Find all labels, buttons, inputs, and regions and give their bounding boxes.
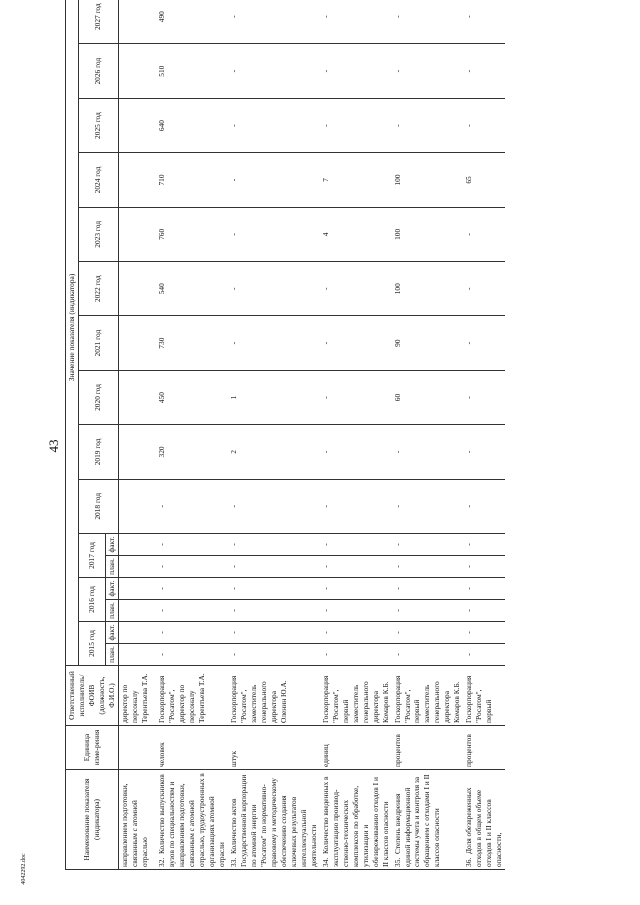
header-year-2015: 2015 год [78,622,105,666]
value-cell: - [463,0,505,44]
value-cell: - [320,622,392,644]
header-year-2022: 2022 год [78,262,118,316]
value-cell: - [320,578,392,600]
value-cell: - [228,479,320,533]
value-cell: 65 [463,153,505,207]
footer-filename: 4042292.doc [21,853,27,885]
header-unit: Единица изме-рения [66,726,119,770]
value-cell: - [392,578,464,600]
value-cell: - [228,98,320,152]
value-cell: - [320,556,392,578]
value-cell: - [463,622,505,644]
value-cell: - [320,0,392,44]
value-cell: - [463,98,505,152]
header-plan: план. [105,644,118,666]
rotated-page [65,3,605,870]
value-cell: - [320,262,392,316]
value-cell: - [156,534,228,556]
table-row [156,0,228,870]
value-cell: 2 [228,425,320,479]
value-cell: - [463,578,505,600]
value-cell: - [320,44,392,98]
value-cell: - [392,600,464,622]
value-cell: - [463,534,505,556]
indicators-table [65,0,505,870]
header-year-2024: 2024 год [78,153,118,207]
header-values-group: Значение показателя (индикатора) [66,0,79,666]
page-number: 43 [46,439,61,453]
value-cell: 100 [392,207,464,261]
value-cell: 4 [320,207,392,261]
value-cell: 100 [392,262,464,316]
value-cell: - [156,556,228,578]
value-cell: - [156,600,228,622]
header-year-2018: 2018 год [78,479,118,533]
row-number: 32. [156,857,166,867]
value-cell: - [463,44,505,98]
row-number: 35. [392,857,402,867]
value-cell: - [392,44,464,98]
value-cell: - [392,98,464,152]
value-cell: - [320,644,392,666]
row-responsible: директор по персоналу Терентьева Т.А. [118,666,155,726]
value-cell: - [392,425,464,479]
value-cell: 490 [156,0,228,44]
row-name [463,770,505,870]
value-cell: - [392,479,464,533]
header-year-2027: 2027 год [78,0,118,44]
header-plan: план. [105,556,118,578]
row-unit: единиц [320,726,392,770]
value-cell: 60 [392,370,464,424]
value-cell: - [228,0,320,44]
value-cell: 450 [156,370,228,424]
value-cell: - [392,534,464,556]
value-cell: - [320,316,392,370]
header-year-2026: 2026 год [78,44,118,98]
row-number: 33. [228,857,238,867]
row-name: направлением подготовки, связанным с атомной отраслью [118,770,155,870]
row-name-text: Доля обезвреженных отходов в общем объеме отходов I и II классов опасности, [464,787,504,867]
table-row [463,0,505,870]
value-cell: 710 [156,153,228,207]
header-year-2023: 2023 год [78,207,118,261]
header-name: Наименование показателя (индикатора) [66,770,119,870]
row-unit: процентов [392,726,464,770]
value-cell: 100 [392,153,464,207]
value-cell: - [463,370,505,424]
row-unit: человек [156,726,228,770]
row-name [392,770,464,870]
value-cell: - [228,578,320,600]
value-cell: - [320,425,392,479]
value-cell: - [320,479,392,533]
value-cell: - [392,644,464,666]
value-cell: - [228,44,320,98]
header-year-2017: 2017 год [78,534,105,578]
value-cell: 730 [156,316,228,370]
value-cell: - [156,479,228,533]
value-cell: - [228,534,320,556]
value-cell: - [156,644,228,666]
header-fact: факт. [105,578,118,600]
value-cell: - [463,207,505,261]
value-cell: - [228,316,320,370]
row-name [320,770,392,870]
value-cell: - [320,534,392,556]
value-cell: 640 [156,98,228,152]
header-fact: факт. [105,622,118,644]
row-responsible: Госкорпорация "Росатом", первый заместитель генерального директора Комаров К.Б. [392,666,464,726]
value-cell: - [228,644,320,666]
row-responsible: Госкорпорация "Росатом", директор по персоналу Терентьева Т.А. [156,666,228,726]
value-cell: - [228,262,320,316]
row-responsible: Госкорпорация "Росатом", первый [463,666,505,726]
header-year-2021: 2021 год [78,316,118,370]
value-cell: - [463,262,505,316]
value-cell: - [463,644,505,666]
value-cell: - [228,556,320,578]
row-name [156,770,228,870]
value-cell: - [392,622,464,644]
value-cell: - [156,578,228,600]
value-cell: 760 [156,207,228,261]
row-unit [118,726,155,770]
value-cell: - [463,479,505,533]
value-cell: - [156,622,228,644]
row-name-text: Количество введенных в эксплуатацию производ-ственно-технических комплексов по обработке, утилизации и обезвреживанию отходов I и II классов опасности [320,776,390,867]
row-responsible: Госкорпорация "Росатом", первый заместитель генерального директора Комаров К.Б. [320,666,392,726]
row-name [228,770,320,870]
value-cell: - [320,600,392,622]
value-cell: - [228,207,320,261]
header-fact: факт. [105,534,118,556]
table-row [320,0,392,870]
value-cell: 7 [320,153,392,207]
value-cell: - [463,425,505,479]
value-cell: 90 [392,316,464,370]
header-year-2016: 2016 год [78,578,105,622]
header-year-2025: 2025 год [78,98,118,152]
row-unit: процентов [463,726,505,770]
header-year-2019: 2019 год [78,425,118,479]
table-row [392,0,464,870]
header-plan: план. [105,600,118,622]
row-name-text: Количество выпускников вузов по специальностям и направлениям подготовки, связанным с атомной отраслью, трудоустроенных в организациях атомной отрасли [156,773,226,867]
value-cell: - [392,0,464,44]
value-cell: - [320,98,392,152]
table-row [228,0,320,870]
value-cell: - [228,622,320,644]
value-cell: - [320,370,392,424]
row-number: 34. [320,857,330,867]
row-number: 36. [464,857,474,867]
value-cell: 1 [228,370,320,424]
value-cell: - [392,556,464,578]
row-name-text: Степень внедрения единой информационной системы учета и контроля за обращением с отходами I и II классов опасности [392,774,442,867]
row-unit: штук [228,726,320,770]
row-responsible: Госкорпорация "Росатом", заместитель генерального директора Оленин Ю.А. [228,666,320,726]
value-cell: - [463,556,505,578]
value-cell: - [463,316,505,370]
row-name-text: Количество актов Государственной корпорации по атомной энергии "Росатом" по нормативно-правовому и методическому обеспечению создания ключевых результатов интеллектуальной деятельности [228,774,318,867]
value-cell: 510 [156,44,228,98]
table-row-continuation [118,0,155,870]
value-cell: - [463,600,505,622]
value-cell: - [228,153,320,207]
header-year-2020: 2020 год [78,370,118,424]
value-cell: - [228,600,320,622]
header-responsible: Ответственный исполнитель/ ФОИВ (должность, Ф.И.О.) [66,666,119,726]
value-cell: 320 [156,425,228,479]
value-cell: 540 [156,262,228,316]
